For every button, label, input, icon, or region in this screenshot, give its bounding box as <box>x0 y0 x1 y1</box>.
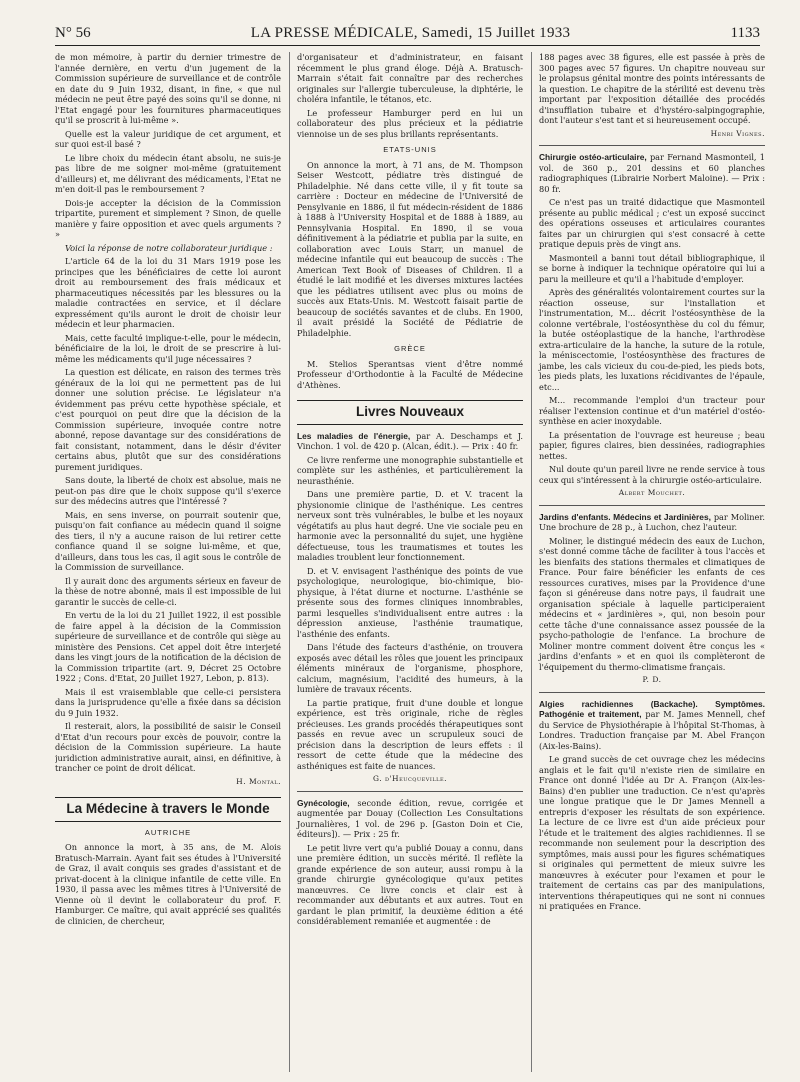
signature: H. Montal. <box>236 776 281 786</box>
book-meta: par Moliner. Une brochure de 28 p., à Luchon, chez l'auteur. <box>539 511 765 532</box>
paragraph: Quelle est la valeur juridique de cet argument, et sur quoi est-il basé ? <box>55 128 281 149</box>
paragraph: Mais, en sens inverse, on pourrait soutenir que, puisqu'on fait confiance au médecin quand il soigne des tiers, il n'y a aucune raison de lui retirer cette confiance quand il se soigne lui-même, et que, d'ailleurs, dans tous les cas, il agit sous le contrôle de la Commission de surveillance. <box>55 509 281 572</box>
paragraph: Le grand succès de cet ouvrage chez les médecins anglais et le fait qu'il n'existe rien de similaire en France ont donné l'idée au Dr A. Françon (Aix-les-Bains) d'en publier une traduction. Ce n'est qu'après une longue pratique que le Dr James Mennell a entrepris d'exposer les résultats de son expérience. La lecture de ce livre est d'un aide précieux pour l'étude et le traitement des algies rachidiennes. Il se recommande non seulement pour la description des symptômes, mais aussi pour les figures schématiques si originales qui permettent de mieux suivre les manœuvres à exécuter pour l'examen et pour le traitement de certains cas par des manipulations, interventions thérapeutiques qui ne sont ni connues ni pratiquées en France. <box>539 754 765 911</box>
signature: G. d'Heucqueville. <box>372 774 448 783</box>
book-meta: par Fernand Masmonteil, 1 vol. de 360 p., 201 dessins et 60 planches radiographiques (Librairie Norbert Maloine). — Prix : 80 fr. <box>539 152 765 194</box>
book-title: Jardins d'enfants. Médecins et Jardinières, <box>539 511 711 522</box>
book-review <box>297 798 523 927</box>
column-1 <box>55 52 281 1072</box>
page-header <box>55 18 760 46</box>
signature: Albert Mouchet. <box>618 488 686 497</box>
country-heading: GRÈCE <box>394 344 426 353</box>
book-title: Les maladies de l'énergie, <box>297 430 411 441</box>
signature: Henri Vignes. <box>710 128 765 138</box>
column-2 <box>289 52 523 1072</box>
divider <box>539 145 765 146</box>
paragraph: Masmonteil a banni tout détail bibliographique, il se borne à indiquer la technique opératoire qui lui a paru la meilleure et qu'il a l'habitude d'employer. <box>539 252 765 284</box>
paragraph: 188 pages avec 38 figures, elle est passée à près de 300 pages avec 57 figures. Un chapitre nouveau sur le prolapsus génital montre des points intéressants de la question. Le chapitre de la stérilité est devenu très important par l'exposition détaillée des procédés d'insufflation tubaire et d'hystéro-salpingographie, dont l'auteur s'est tant et si heureusement occupé. <box>539 52 765 125</box>
intro-italic: Voici la réponse de notre collaborateur juridique : <box>65 242 273 253</box>
book-review <box>539 699 765 912</box>
book-meta: par A. Deschamps et J. Vinchon. 1 vol. de 420 p. (Alcan, édit.). — Prix : 40 fr. <box>297 430 523 451</box>
paragraph: Mais, cette faculté implique-t-elle, pour le médecin, bénéficiaire de la loi, le droit de se prescrire à lui-même les médicaments qu'il juge nécessaires ? <box>55 332 281 364</box>
paragraph: Dans une première partie, D. et V. tracent la physionomie clinique de l'asthénique. Les centres nerveux sont très vulnérables, le bulbe et les noyaux végétatifs au plus haut degré. Une vie sociale peu en harmonie avec la personnalité du sujet, une hygiène défectueuse, tous les traumatismes et toutes les maladies troublent leur fonctionnement. <box>297 489 523 562</box>
book-review <box>539 152 765 499</box>
paragraph: Le petit livre vert qu'a publié Douay a connu, dans une première édition, un succès mérité. Il reflète la grande expérience de son auteur, aussi rompu à la grande chirurgie gynécologique qu'aux petites manœuvres. Ce livre concis et clair est à recommander aux débutants et aux autres. Tout en gardant le plan primitif, la deuxième édition a été considérablement remaniée et augmentée : de <box>297 842 523 926</box>
section-title: La Médecine à travers le Monde <box>55 797 281 822</box>
book-heading <box>297 798 523 840</box>
book-meta: seconde édition, revue, corrigée et augmentée par Douay (Collection Les Consultations Journalières, 1 vol. de 296 p. [Gaston Doin et Cie, éditeurs]). — Prix : 25 fr. <box>297 797 523 839</box>
country-heading: ETATS-UNIS <box>383 145 437 154</box>
book-title: Gynécologie, <box>297 797 350 808</box>
book-title: Algies rachidiennes (Backache). Symptômes. Pathogénie et traitement, <box>539 698 765 719</box>
divider <box>539 692 765 693</box>
divider <box>297 791 523 792</box>
book-heading <box>539 512 765 533</box>
paragraph: Le professeur Hamburger perd en lui un collaborateur des plus précieux et la pédiatrie viennoise un de ses plus brillants représentants. <box>297 107 523 139</box>
book-review <box>297 431 523 785</box>
paragraph: Il y aurait donc des arguments sérieux en faveur de la thèse de notre abonné, mais il est impossible de lui garantir le succès de celle-ci. <box>55 575 281 607</box>
paragraph: L'article 64 de la loi du 31 Mars 1919 pose les principes que les bénéficiaires de cette loi auront droit au remboursement des frais médicaux et pharmaceutiques nécessités par les blessures ou la maladie contractées en service, et il déclare expressément qu'ils auront le droit de choisir leur médecin et leur pharmacien. <box>55 256 281 329</box>
paragraph <box>55 243 281 254</box>
paragraph: Ce livre renferme une monographie substantielle et complète sur les asthénies, et particulièrement la neurasthénie. <box>297 454 523 486</box>
book-title: Chirurgie ostéo-articulaire, <box>539 152 647 162</box>
divider <box>539 505 765 506</box>
paragraph: La partie pratique, fruit d'une double et longue expérience, est très originale, riche de règles précieuses. Les grands procédés thérapeutiques sont passés en revue avec un scrupuleux souci de précision dans la description de leurs effets : il ressort de cette étude que la médecine des asthéniques est faite de nuances. <box>297 697 523 771</box>
paragraph: Mais il est vraisemblable que celle-ci persistera dans la jurisprudence qu'elle a fixée dans sa décision du 9 Juin 1932. <box>55 686 281 718</box>
paragraph: La présentation de l'ouvrage est heureuse ; beau papier, figures claires, bien dessinées, radiographies nettes. <box>539 429 765 461</box>
paragraph: d'organisateur et d'administrateur, en faisant récemment le plus grand éloge. Déjà A. Bratusch-Marrain s'était fait connaître par des recherches originales sur l'allergie tuberculeuse, la diphtérie, le choléra infantile, le tétanos, etc. <box>297 52 523 104</box>
book-heading <box>539 699 765 752</box>
signature: P. D. <box>642 675 662 684</box>
paragraph: Nul doute qu'un pareil livre ne rende service à tous ceux qui s'intéressent à la chirurgie ostéo-articulaire. <box>539 464 765 485</box>
journal-title: LA PRESSE MÉDICALE, Samedi, 15 Juillet 1933 <box>250 25 571 41</box>
book-heading <box>539 152 765 194</box>
paragraph: Dois-je accepter la décision de la Commission tripartite, purement et simplement ? Sinon, de quelle manière y faire opposition et avec quels arguments ? » <box>55 197 281 239</box>
column-3 <box>531 52 765 1072</box>
issue-number: N° 56 <box>55 25 91 41</box>
paragraph: Moliner, le distingué médecin des eaux de Luchon, s'est donné comme tâche de faciliter à tous l'accès et les bienfaits des stations thermales et climatiques de France. Pour faire bénéficier les enfants de ces ressources curatives, mises par la Providence d'une façon si généreuse dans notre pays, il faudrait une organisation spéciale à laquelle participeraient médecins et « jardinières », qui, non besoin pour cette tâche d'une connaissance assez poussée de la psycho-pathologie de l'enfance. La brochure de Moliner montre comment doivent être conçus les « jardins d'enfants » et en quoi ils complèteront de l'équipement du thermo-climatisme français. <box>539 535 765 672</box>
paragraph: M. Stelios Sperantsas vient d'être nommé Professeur d'Orthodontie à la Faculté de Médecine d'Athènes. <box>297 358 523 390</box>
paragraph: M... recommande l'emploi d'un tracteur pour réaliser l'extension continue et d'un matériel d'ostéo-synthèse en acier inoxydable. <box>539 395 765 426</box>
paragraph: On annonce la mort, à 35 ans, de M. Alois Bratusch-Marrain. Ayant fait ses études à l'Université de Graz, il avait conquis ses grades d'assistant et de privat-docent à la clinique infantile de cette ville. En 1930, il passa avec les mêmes titres à l'Université de Vienne où il devint le collaborateur du prof. F. Hamburger. Ce maître, qui avait apprécié ses qualités de clinicien, de chercheur, <box>55 842 281 926</box>
country-heading: AUTRICHE <box>144 827 192 837</box>
paragraph: Après des généralités volontairement courtes sur la réaction osseuse, sur l'installation et l'instrumentation, M... décrit l'ostéosynthèse de la colonne vertébrale, l'ostéosynthèse du col du fémur, la butée ostéoplastique de la hanche, l'arthrodèse extra-articulaire de la hanche, la suture de la rotule, la méniscectomie, l'ostéosynthèse des fractures de jambe, les cals vicieux du cou-de-pied, les pieds bots, les pieds plats, les luxations récidivantes de l'épaule, etc... <box>539 287 765 392</box>
paragraph: D. et V. envisagent l'asthénique des points de vue psychologique, neurologique, bio-chimique, bio-physique, à l'état diurne et nocturne. L'asthénie se présente sous des formes cliniques innombrables, parmi lesquelles s'individualisent entre autres : la dépression anxieuse, l'asthénie traumatique, l'asthénie des enfants. <box>297 565 523 639</box>
book-heading <box>297 431 523 452</box>
paragraph: Il resterait, alors, la possibilité de saisir le Conseil d'Etat d'un recours pour excès de pouvoir, contre la décision de la Commission supérieure. La haute juridiction administrative aurait, ainsi, en définitive, à trancher ce point de droit délicat. <box>55 721 281 773</box>
paragraph: Dans l'étude des facteurs d'asthénie, on trouvera exposés avec détail les rôles que jouent les principaux éléments minéraux de l'organisme, phosphore, calcium, magnésium, l'acidité des humeurs, à la lumière de travaux récents. <box>297 642 523 694</box>
paragraph: Sans doute, la liberté de choix est absolue, mais ne peut-on pas dire que le choix suppose qu'il s'exerce sur des médecins autres que l'intéressé ? <box>55 475 281 506</box>
paragraph: La question est délicate, en raison des termes très généraux de la loi qui ne permettent pas de lui donner une solution précise. Le législateur n'a évidemment pas prévu cette hypothèse spéciale, et c'est pourquoi on peut dire que la décision de la Commission supérieure, invoquée contre notre abonné, repose davantage sur des considérations de fait consistant, notamment, dans le désir d'éviter certains abus, plutôt que sur des considérations purement juridiques. <box>55 367 281 472</box>
paragraph: On annonce la mort, à 71 ans, de M. Thompson Seiser Westcott, pédiatre très distingué de Philadelphie. Né dans cette ville, il y fit toute sa carrière : Docteur en médecine de l'Université de Pensylvanie en 1886, il fut médecin-résident de 1886 à 1888 à l'University Hospital et de 1888 à 1889, au Pennsylvania Hospital. En 1890, il se voua définitivement à la pédiatrie et publia par la suite, en collaboration avec Louis Starr, un manuel de médecine infantile qui eut beaucoup de succès : The American Text Book of Diseases of Children. Il a étudié le lait modifié et les diverses mixtures lactées que les pédiatres utilisent avec plus ou moins de succès aux Etats-Unis. M. Westcott faisait partie de beaucoup de sociétés savantes et de clubs. En 1900, il avait présidé la Société de Pédiatrie de Philadelphie. <box>297 159 523 338</box>
page-number: 1133 <box>730 25 760 41</box>
paragraph: Ce n'est pas un traité didactique que Masmonteil présente au public médical ; c'est un exposé succinct des opérations osseuses et articulaires courantes faites par un chirurgien qui s'est consacré à cette pratique depuis près de vingt ans. <box>539 197 765 249</box>
book-review <box>539 512 765 686</box>
paragraph: Le libre choix du médecin étant absolu, ne suis-je pas libre de me soigner moi-même (gratuitement d'ailleurs) et, me délivrant des médicaments, l'Etat ne m'en doit-il pas le remboursement ? <box>55 152 281 194</box>
paragraph: En vertu de la loi du 21 Juillet 1922, il est possible de faire appel à la décision de la Commission supérieure de surveillance et de contrôle qui siège au ministère des Pensions. Cet appel doit être interjeté dans les vingt jours de la notification de la décision de la Commission tripartite (art. 9, Décret 25 Octobre 1922 ; Cons. d'Etat, 20 Juillet 1927, Lebon, p. 813). <box>55 610 281 683</box>
book-meta: par M. James Mennell, chef du Service de Physiothérapie à l'hôpital St-Thomas, à Londres. Traduction française par M. Abel Françon (Aix-les-Bains). <box>539 709 765 751</box>
section-title: Livres Nouveaux <box>297 400 523 425</box>
article-columns <box>55 52 765 1072</box>
paragraph: de mon mémoire, à partir du dernier trimestre de l'année dernière, en vertu d'un jugement de la Commission supérieure de surveillance et de contrôle en date du 9 Juin 1932, disant, in fine, « que nul médecin ne peut être payé des soins qu'il se donne, ni l'Etat engagé pour les fournitures pharmaceutiques qu'il se proscrit à lui-même ». <box>55 52 281 125</box>
